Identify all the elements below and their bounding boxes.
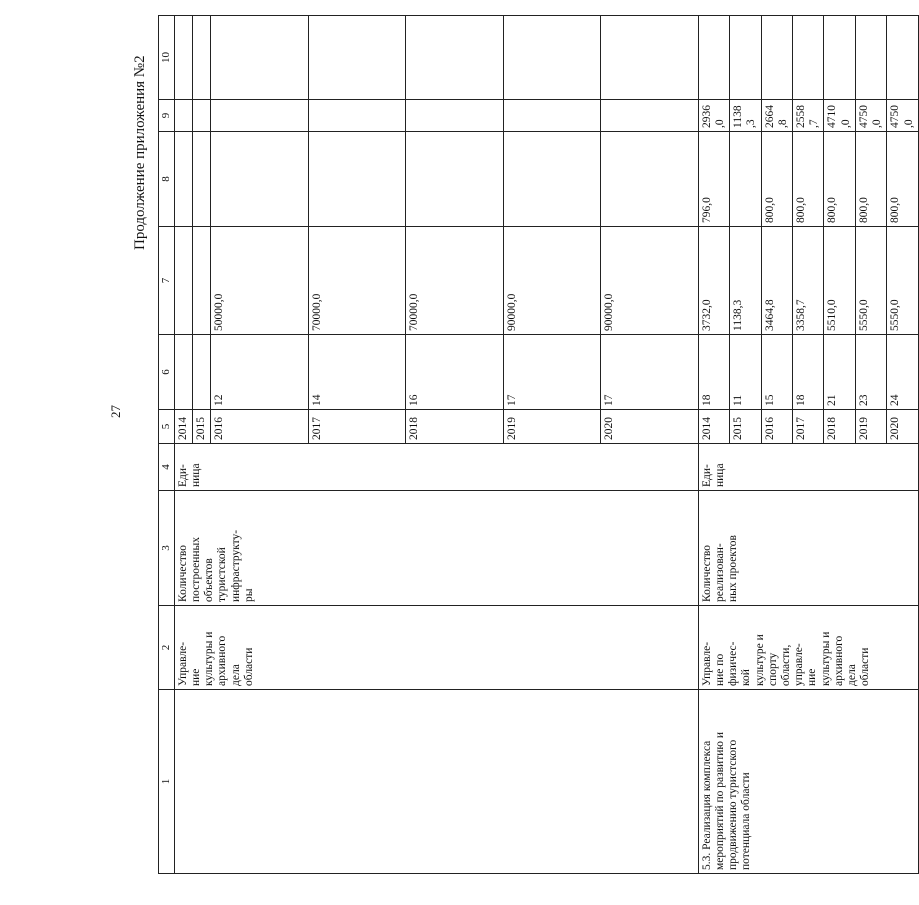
year-cell: 2017 (308, 410, 406, 444)
header-cell: 5 (159, 410, 175, 444)
value-cell: 800,0 (761, 132, 792, 227)
value-cell: 800,0 (855, 132, 886, 227)
header-number-row (159, 16, 175, 874)
unit-cell: Еди- ница (174, 444, 698, 491)
value-cell (406, 100, 504, 132)
value-cell: 1138,3 (730, 227, 761, 335)
year-cell: 2016 (211, 410, 309, 444)
value-cell: 16 (406, 335, 504, 410)
value-cell: 50000,0 (211, 227, 309, 335)
executor-cell: Управле- ние культуры и архивного дела области (174, 606, 698, 690)
value-cell (793, 16, 824, 100)
value-cell: 796,0 (698, 132, 729, 227)
value-cell: 90000,0 (601, 227, 699, 335)
unit-cell: Еди- ница (698, 444, 918, 491)
header-cell: 7 (159, 227, 175, 335)
value-cell: 23 (855, 335, 886, 410)
value-cell (730, 132, 761, 227)
value-cell: 18 (698, 335, 729, 410)
value-cell (308, 100, 406, 132)
value-cell (855, 16, 886, 100)
value-cell (503, 100, 601, 132)
value-cell: 70000,0 (406, 227, 504, 335)
year-cell: 2014 (698, 410, 729, 444)
value-cell: 4750,0 (855, 100, 886, 132)
value-cell (211, 16, 309, 100)
year-cell: 2018 (824, 410, 855, 444)
indicator-cell: Количество построенных объектов туристской инфраструкту- ры (174, 491, 698, 606)
appendix-caption: Продолжение приложения №2 (132, 55, 148, 250)
header-cell: 2 (159, 606, 175, 690)
year-cell: 2020 (601, 410, 699, 444)
value-cell: 4710,0 (824, 100, 855, 132)
value-cell (601, 100, 699, 132)
value-cell: 800,0 (887, 132, 918, 227)
year-cell: 2016 (761, 410, 792, 444)
value-cell: 5550,0 (855, 227, 886, 335)
value-cell (698, 16, 729, 100)
value-cell: 3464,8 (761, 227, 792, 335)
appendix-table-container (158, 16, 915, 874)
year-cell: 2017 (793, 410, 824, 444)
value-cell: 5510,0 (824, 227, 855, 335)
appendix-table (158, 15, 919, 874)
value-cell (406, 132, 504, 227)
value-cell: 14 (308, 335, 406, 410)
year-cell: 2015 (730, 410, 761, 444)
executor-cell: Управле- ние по физичес- кой культуре и спорту области, управле- ние культуры и архивного дела области (698, 606, 918, 690)
value-cell: 11 (730, 335, 761, 410)
value-cell: 5550,0 (887, 227, 918, 335)
value-cell (308, 132, 406, 227)
header-cell: 10 (159, 16, 175, 100)
value-cell: 18 (793, 335, 824, 410)
value-cell (503, 16, 601, 100)
value-cell: 3732,0 (698, 227, 729, 335)
header-cell: 4 (159, 444, 175, 491)
value-cell: 2936,0 (698, 100, 729, 132)
value-cell (192, 100, 210, 132)
value-cell: 90000,0 (503, 227, 601, 335)
value-cell: 21 (824, 335, 855, 410)
value-cell: 12 (211, 335, 309, 410)
value-cell (761, 16, 792, 100)
value-cell (211, 100, 309, 132)
value-cell: 2664,8 (761, 100, 792, 132)
value-cell: 24 (887, 335, 918, 410)
value-cell (308, 16, 406, 100)
value-cell: 3358,7 (793, 227, 824, 335)
value-cell (174, 227, 192, 335)
value-cell: 2558,7 (793, 100, 824, 132)
year-cell: 2019 (855, 410, 886, 444)
value-cell (174, 100, 192, 132)
header-cell: 1 (159, 690, 175, 874)
value-cell: 70000,0 (308, 227, 406, 335)
value-cell (730, 16, 761, 100)
year-cell: 2015 (192, 410, 210, 444)
value-cell (192, 132, 210, 227)
value-cell: 17 (601, 335, 699, 410)
header-cell: 6 (159, 335, 175, 410)
value-cell (174, 132, 192, 227)
value-cell (406, 16, 504, 100)
year-cell: 2018 (406, 410, 504, 444)
value-cell (824, 16, 855, 100)
value-cell (192, 227, 210, 335)
year-cell: 2020 (887, 410, 918, 444)
table-row (174, 16, 192, 874)
value-cell: 800,0 (824, 132, 855, 227)
value-cell: 4750,0 (887, 100, 918, 132)
value-cell: 800,0 (793, 132, 824, 227)
value-cell (192, 16, 210, 100)
header-cell: 8 (159, 132, 175, 227)
value-cell (503, 132, 601, 227)
value-cell: 17 (503, 335, 601, 410)
page-number: 27 (108, 405, 123, 418)
year-cell: 2019 (503, 410, 601, 444)
value-cell: 15 (761, 335, 792, 410)
value-cell (887, 16, 918, 100)
value-cell (601, 132, 699, 227)
value-cell (174, 335, 192, 410)
value-cell (601, 16, 699, 100)
indicator-cell: Количество реализован- ных проектов (698, 491, 918, 606)
measure-cell: 5.3. Реализация комплекса мероприятий по развитию и продвижению туристского потенциала области (698, 690, 918, 874)
header-cell: 9 (159, 100, 175, 132)
table-row (698, 16, 729, 874)
measure-cell (174, 690, 698, 874)
year-cell: 2014 (174, 410, 192, 444)
value-cell (174, 16, 192, 100)
header-cell: 3 (159, 491, 175, 606)
value-cell (211, 132, 309, 227)
value-cell: 1138,3 (730, 100, 761, 132)
value-cell (192, 335, 210, 410)
